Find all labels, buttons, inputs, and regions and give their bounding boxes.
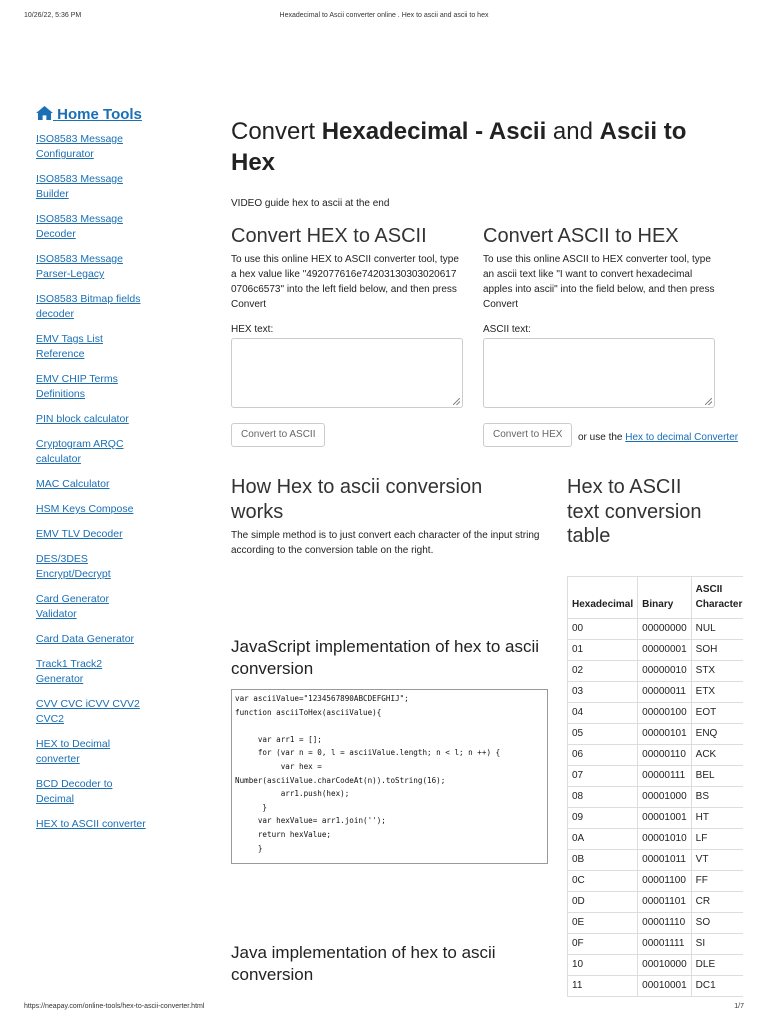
home-tools-label: Home Tools bbox=[57, 106, 142, 123]
table-row bbox=[568, 724, 744, 745]
sidebar-item bbox=[36, 212, 146, 242]
table-row bbox=[568, 871, 744, 892]
sidebar-item bbox=[36, 502, 146, 517]
sidebar-link[interactable]: Cryptogram ARQC calculator bbox=[36, 438, 124, 465]
sidebar-item bbox=[36, 552, 146, 582]
resize-grip-icon[interactable] bbox=[705, 398, 712, 405]
hex-to-decimal-link[interactable]: Hex to decimal Converter bbox=[625, 432, 739, 443]
table-cell: HT bbox=[691, 808, 743, 829]
sidebar-link[interactable]: ISO8583 Message Builder bbox=[36, 173, 123, 200]
table-cell: 05 bbox=[568, 724, 638, 745]
sidebar-link[interactable]: Card Generator Validator bbox=[36, 593, 109, 620]
table-cell: 0A bbox=[568, 829, 638, 850]
table-cell: 00000010 bbox=[638, 661, 692, 682]
how-conversion-heading: How Hex to ascii conversion works bbox=[231, 476, 483, 523]
ascii-text-input[interactable] bbox=[483, 338, 715, 408]
sidebar-list bbox=[36, 132, 146, 832]
table-cell: BS bbox=[691, 787, 743, 808]
sidebar-link[interactable]: DES/3DES Encrypt/Decrypt bbox=[36, 553, 111, 580]
table-cell: ENQ bbox=[691, 724, 743, 745]
table-cell: SI bbox=[691, 934, 743, 955]
table-row bbox=[568, 976, 744, 997]
ascii-to-hex-section bbox=[483, 224, 718, 312]
sidebar-link[interactable]: HSM Keys Compose bbox=[36, 503, 134, 515]
sidebar-item bbox=[36, 437, 146, 467]
table-cell: 08 bbox=[568, 787, 638, 808]
sidebar-link[interactable]: ISO8583 Message Decoder bbox=[36, 213, 123, 240]
ascii-text-label: ASCII text: bbox=[483, 324, 531, 335]
conversion-table-wrapper bbox=[567, 576, 743, 1016]
table-cell: 0C bbox=[568, 871, 638, 892]
video-guide-text: VIDEO guide hex to ascii at the end bbox=[231, 198, 390, 209]
table-cell: 00000110 bbox=[638, 745, 692, 766]
sidebar-link[interactable]: ISO8583 Message Parser-Legacy bbox=[36, 253, 123, 280]
conversion-table bbox=[567, 576, 743, 997]
print-header bbox=[0, 12, 768, 24]
java-implementation-heading: Java implementation of hex to ascii conversion bbox=[231, 943, 496, 984]
table-cell: 00000001 bbox=[638, 640, 692, 661]
table-cell: 11 bbox=[568, 976, 638, 997]
sidebar-item bbox=[36, 252, 146, 282]
table-cell: 00010001 bbox=[638, 976, 692, 997]
main-content bbox=[231, 116, 741, 178]
table-cell: 09 bbox=[568, 808, 638, 829]
sidebar-item bbox=[36, 777, 146, 807]
sidebar-item bbox=[36, 372, 146, 402]
table-cell: 0D bbox=[568, 892, 638, 913]
sidebar-link[interactable]: ISO8583 Bitmap fields decoder bbox=[36, 293, 141, 320]
print-date: 10/26/22, 5:36 PM bbox=[24, 12, 82, 19]
table-cell: 06 bbox=[568, 745, 638, 766]
table-cell: 00010000 bbox=[638, 955, 692, 976]
table-cell: FF bbox=[691, 871, 743, 892]
table-row bbox=[568, 850, 744, 871]
sidebar-item bbox=[36, 332, 146, 362]
sidebar-link[interactable]: HEX to ASCII converter bbox=[36, 818, 146, 830]
js-code-block: var asciiValue="1234567890ABCDEFGHIJ"; function asciiToHex(asciiValue){ var arr1 = []; for (var n = 0, l = asciiValue.length; n < l; n ++) { var hex = Number(asciiValue.charCodeAt(n)).toString(16); arr1.push(hex); } var hexValue= arr1.join(''); return hexValue; } bbox=[231, 689, 548, 864]
sidebar-item bbox=[36, 697, 146, 727]
table-cell: NUL bbox=[691, 619, 743, 640]
print-url: https://neapay.com/online-tools/hex-to-ascii-converter.html bbox=[24, 1003, 205, 1010]
table-cell: 0F bbox=[568, 934, 638, 955]
sidebar-link[interactable]: EMV CHIP Terms Definitions bbox=[36, 373, 118, 400]
home-tools-link[interactable] bbox=[36, 106, 146, 124]
table-row bbox=[568, 787, 744, 808]
table-row bbox=[568, 661, 744, 682]
page-title: Convert Hexadecimal - Ascii and Ascii to Hex bbox=[231, 118, 687, 176]
table-cell: 02 bbox=[568, 661, 638, 682]
sidebar-link[interactable]: CVV CVC iCVV CVV2 CVC2 bbox=[36, 698, 140, 725]
table-row bbox=[568, 955, 744, 976]
table-cell: BEL bbox=[691, 766, 743, 787]
table-row bbox=[568, 808, 744, 829]
table-cell: EOT bbox=[691, 703, 743, 724]
sidebar-link[interactable]: HEX to Decimal converter bbox=[36, 738, 111, 765]
table-body bbox=[568, 619, 744, 997]
hex-to-ascii-section bbox=[231, 224, 466, 312]
table-cell: 00001010 bbox=[638, 829, 692, 850]
hex-text-label: HEX text: bbox=[231, 324, 274, 335]
ascii-to-hex-heading: Convert ASCII to HEX bbox=[483, 225, 679, 247]
sidebar-item bbox=[36, 477, 146, 492]
header-hexadecimal: Hexadecimal bbox=[568, 577, 638, 619]
sidebar-item bbox=[36, 737, 146, 767]
table-cell: 00001000 bbox=[638, 787, 692, 808]
table-cell: 0E bbox=[568, 913, 638, 934]
hex-text-input[interactable] bbox=[231, 338, 463, 408]
table-cell: DLE bbox=[691, 955, 743, 976]
table-row bbox=[568, 682, 744, 703]
sidebar-item bbox=[36, 292, 146, 322]
conversion-table-heading: Hex to ASCII text conversion table bbox=[567, 476, 702, 547]
sidebar-item bbox=[36, 632, 146, 647]
table-cell: 00000000 bbox=[638, 619, 692, 640]
print-page-number: 1/7 bbox=[734, 1003, 744, 1010]
table-cell: 00 bbox=[568, 619, 638, 640]
header-binary: Binary bbox=[638, 577, 692, 619]
table-cell: 00000100 bbox=[638, 703, 692, 724]
table-row bbox=[568, 640, 744, 661]
resize-grip-icon[interactable] bbox=[453, 398, 460, 405]
sidebar-item bbox=[36, 132, 146, 162]
hex-to-ascii-description: To use this online HEX to ASCII converter tool, type a hex value like "492077616e74203130303020617 0706c6573" into the left field below, and then press Convert bbox=[231, 254, 459, 310]
sidebar bbox=[36, 106, 146, 842]
table-row bbox=[568, 619, 744, 640]
home-icon bbox=[36, 106, 53, 120]
how-conversion-text: The simple method is to just convert each character of the input string according to the conversion table on the right. bbox=[231, 530, 540, 556]
table-row bbox=[568, 892, 744, 913]
table-cell: CR bbox=[691, 892, 743, 913]
table-header-row bbox=[568, 577, 744, 619]
table-cell: ETX bbox=[691, 682, 743, 703]
table-cell: 00001101 bbox=[638, 892, 692, 913]
sidebar-link[interactable]: EMV Tags List Reference bbox=[36, 333, 103, 360]
table-row bbox=[568, 913, 744, 934]
convert-to-ascii-button[interactable]: Convert to ASCII bbox=[231, 423, 325, 447]
print-title: Hexadecimal to Ascii converter online . Hex to ascii and ascii to hex bbox=[279, 12, 489, 19]
sidebar-link[interactable]: PIN block calculator bbox=[36, 413, 129, 425]
hex-to-ascii-heading: Convert HEX to ASCII bbox=[231, 225, 427, 247]
sidebar-item bbox=[36, 817, 146, 832]
table-cell: 00001100 bbox=[638, 871, 692, 892]
table-cell: 01 bbox=[568, 640, 638, 661]
table-cell: 00001111 bbox=[638, 934, 692, 955]
table-cell: 03 bbox=[568, 682, 638, 703]
hex-to-decimal-hint: or use the Hex to decimal Converter bbox=[578, 432, 739, 443]
table-cell: 00000111 bbox=[638, 766, 692, 787]
header-ascii-character: ASCII Character bbox=[691, 577, 743, 619]
sidebar-link[interactable]: EMV TLV Decoder bbox=[36, 528, 123, 540]
table-cell: 00000101 bbox=[638, 724, 692, 745]
table-row bbox=[568, 703, 744, 724]
sidebar-link[interactable]: ISO8583 Message Configurator bbox=[36, 133, 123, 160]
table-cell: SO bbox=[691, 913, 743, 934]
table-row bbox=[568, 934, 744, 955]
sidebar-item bbox=[36, 657, 146, 687]
table-cell: 10 bbox=[568, 955, 638, 976]
table-row bbox=[568, 745, 744, 766]
convert-to-hex-button[interactable]: Convert to HEX bbox=[483, 423, 572, 447]
table-cell: 00001011 bbox=[638, 850, 692, 871]
sidebar-link[interactable]: BCD Decoder to Decimal bbox=[36, 778, 113, 805]
table-cell: SOH bbox=[691, 640, 743, 661]
table-cell: 04 bbox=[568, 703, 638, 724]
sidebar-item bbox=[36, 527, 146, 542]
sidebar-item bbox=[36, 592, 146, 622]
js-implementation-heading: JavaScript implementation of hex to ascii conversion bbox=[231, 637, 540, 678]
ascii-to-hex-description: To use this online ASCII to HEX converter tool, type an ascii text like "I want to convert hexadecimal apples into ascii" into the field below, and then press Convert bbox=[483, 254, 715, 310]
table-cell: 00000011 bbox=[638, 682, 692, 703]
table-cell: STX bbox=[691, 661, 743, 682]
table-cell: 00001001 bbox=[638, 808, 692, 829]
sidebar-item bbox=[36, 412, 146, 427]
table-cell: LF bbox=[691, 829, 743, 850]
sidebar-link[interactable]: Track1 Track2 Generator bbox=[36, 658, 103, 685]
table-row bbox=[568, 829, 744, 850]
table-cell: DC1 bbox=[691, 976, 743, 997]
sidebar-item bbox=[36, 172, 146, 202]
table-cell: ACK bbox=[691, 745, 743, 766]
table-cell: 07 bbox=[568, 766, 638, 787]
table-cell: 0B bbox=[568, 850, 638, 871]
sidebar-link[interactable]: MAC Calculator bbox=[36, 478, 110, 490]
table-row bbox=[568, 766, 744, 787]
table-cell: VT bbox=[691, 850, 743, 871]
table-cell: 00001110 bbox=[638, 913, 692, 934]
sidebar-link[interactable]: Card Data Generator bbox=[36, 633, 135, 645]
